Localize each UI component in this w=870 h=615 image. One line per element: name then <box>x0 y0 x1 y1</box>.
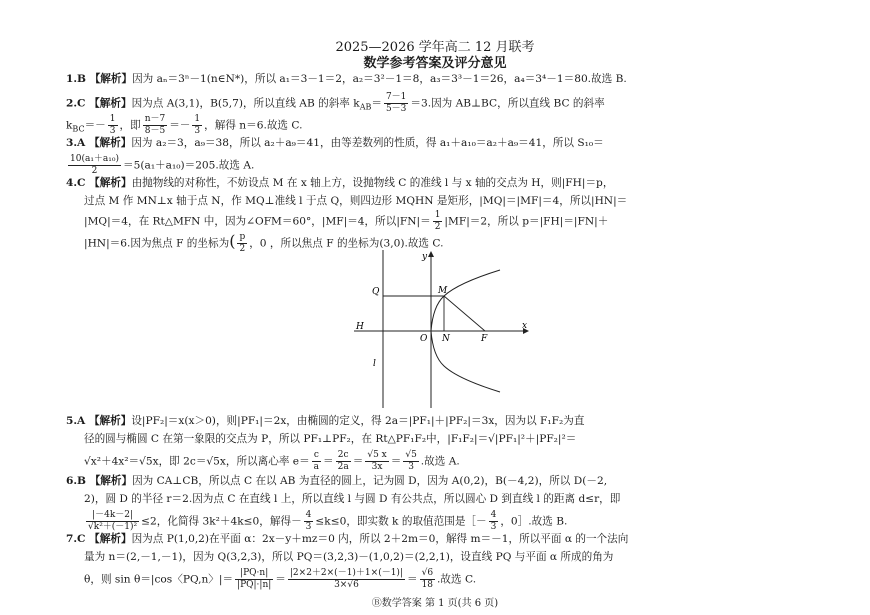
q4-text4a: |HN|＝6.因为焦点 F 的坐标为 <box>84 237 230 250</box>
page-footer: Ⓑ数学答案 第 1 页(共 6 页) <box>371 598 499 609</box>
q2-frac1-den: 5－3 <box>385 104 407 114</box>
q5-frac3-num: √5 x <box>367 450 387 460</box>
q2-frac4 <box>192 114 202 137</box>
q2-text-f: ，解得 n＝6.故选 C. <box>204 119 303 132</box>
q2-frac2 <box>108 114 118 137</box>
q4-frac2-num: p <box>239 232 246 242</box>
q7-frac2 <box>288 568 405 591</box>
q7-frac3-num: √6 <box>421 568 434 578</box>
q3-line1 <box>66 136 604 150</box>
q3-frac-num: 10(a₁＋a₁₀) <box>70 154 120 164</box>
q7-frac3-den: 18 <box>421 580 434 590</box>
q2-text-ji: ，即 <box>119 119 141 132</box>
label-y: y <box>422 252 428 262</box>
q7-eq1: ＝ <box>275 573 286 586</box>
q5-eq3: ＝ <box>390 455 402 468</box>
label-o: O <box>420 334 428 344</box>
q3-line2 <box>66 154 254 177</box>
q2-frac3-num: n－7 <box>144 114 166 124</box>
q6-frac3 <box>489 510 499 533</box>
q7-eq2: ＝ <box>406 573 418 586</box>
q2-text-a: 因为点 A(3,1)，B(5,7)，所以直线 AB 的斜率 k <box>131 97 360 110</box>
label-n: N <box>442 334 450 344</box>
q5-eq1: ＝ <box>323 455 334 468</box>
q5-text2: 径的圆与椭圆 C 在第一象限的交点为 P，所以 PF₁⊥PF₂，在 Rt△PF₁F₂中，|F₁F₂|＝√|PF₁|²＋|PF₂|²＝ <box>84 433 577 445</box>
q5-line3 <box>84 450 460 473</box>
q5-eq2: ＝ <box>352 455 364 468</box>
q2-frac1-num: 7－1 <box>385 92 407 102</box>
q7-frac1-num: |PQ·n| <box>235 568 273 580</box>
q7-head: 7.C 【解析】 <box>66 533 132 545</box>
q1-text: 因为 aₙ＝3ⁿ－1(n∈N*)，所以 a₁＝3－1＝2，a₂＝3²－1＝8，a₃＝3³－1＝26，a₄＝3⁴－1＝80.故选 B. <box>132 73 627 85</box>
q1-head: 1.B 【解析】 <box>66 73 133 85</box>
q4-text3b: |MF|＝2，所以 p＝|FH|＝|FN|＋ <box>444 215 609 228</box>
q5-frac4 <box>403 450 418 473</box>
q6-text1: 因为 CA⊥CB，所以点 C 在以 AB 为直径的圆上，记为圆 D，因为 A(0,2)，B(－4,2)，所以 D(－2, <box>132 475 608 487</box>
q4-line3 <box>84 210 608 233</box>
q5-head: 5.A 【解析】 <box>66 415 132 427</box>
q2-line1 <box>66 92 605 115</box>
q7-frac2-num: |2×2＋2×(－1)＋1×(－1)| <box>289 568 403 578</box>
q4-frac1-den: 2 <box>434 222 441 232</box>
q3-frac <box>68 154 121 177</box>
q2-frac2-num: 1 <box>109 114 116 124</box>
q7-frac1 <box>235 568 273 591</box>
label-f: F <box>481 334 488 344</box>
q7-frac3 <box>420 568 435 591</box>
q7-frac1-den: |PQ|·|n| <box>237 580 272 590</box>
q2-line2 <box>66 114 302 137</box>
page-title: 2025—2026 学年高二 12 月联考 <box>335 40 535 55</box>
segment-mf <box>444 296 485 331</box>
q5-frac4-num: √5 <box>405 450 417 460</box>
q2-eq2: ＝－ <box>84 119 106 132</box>
label-m: M <box>438 286 448 296</box>
q6-frac1-num: |－4k－2| <box>86 510 139 522</box>
q5-frac3 <box>365 450 388 473</box>
q3-text1: 因为 a₂＝3，a₉＝38，所以 a₂＋a₉＝41，由等差数列的性质，得 a₁＋a₁₀＝a₂＋a₉＝41，所以 S₁₀＝ <box>131 137 604 149</box>
q5-frac2-num: 2c <box>336 450 351 462</box>
q2-frac3 <box>143 114 168 137</box>
q7-frac2-den: 3×√6 <box>334 580 359 590</box>
q6-frac3-den: 3 <box>490 522 497 532</box>
q5-text1: 设|PF₂|＝x(x＞0)，则|PF₁|＝2x，由椭圆的定义，得 2a＝|PF₁|＋|PF₂|＝3x，因为以 F₁F₂为直 <box>131 415 585 427</box>
q6-frac1 <box>86 510 139 533</box>
q6-line1 <box>66 474 607 488</box>
q6-frac2-den: 3 <box>305 522 312 532</box>
q4-frac2 <box>237 232 247 255</box>
q4-lparen: ( <box>229 231 236 251</box>
page-subtitle: 数学参考答案及评分意见 <box>363 56 507 71</box>
q5-frac4-den: 3 <box>408 462 414 472</box>
q2-frac3-den: 8－5 <box>144 126 166 136</box>
q1-line1 <box>66 72 627 86</box>
q7-line3 <box>84 568 476 591</box>
q4-line2 <box>84 194 627 208</box>
label-x: x <box>522 321 528 331</box>
q6-text3c: ，0］.故选 B. <box>500 515 568 528</box>
q2-frac2-den: 3 <box>109 126 116 136</box>
q6-text2: 2)，圆 D 的半径 r＝2.因为点 C 在直线 l 上，所以直线 l 与圆 D 有公共点，所以圆心 D 到直线 l 的距离 d≤r，即 <box>84 493 621 505</box>
q6-frac3-num: 4 <box>490 510 497 520</box>
q3-text2: ＝5(a₁＋a₁₀)＝205.故选 A. <box>123 159 255 172</box>
q2-k: k <box>66 119 73 132</box>
q5-frac2 <box>336 450 351 473</box>
q4-text4b: ，0 ，所以焦点 F 的坐标为(3,0).故选 C. <box>249 237 444 250</box>
q5-line2 <box>84 432 576 446</box>
q4-frac1 <box>433 210 443 233</box>
q6-frac2-num: 4 <box>305 510 312 520</box>
q7-text1: 因为点 P(1,0,2)在平面 α：2x－y＋mz＝0 内，所以 2＋2m＝0，解得 m＝－1，所以平面 α 的一个法向 <box>131 533 629 545</box>
q4-text2: 过点 M 作 MN⊥x 轴于点 N，作 MQ⊥准线 l 于点 Q，则四边形 MQHN 是矩形，|MQ|＝|MF|＝4，所以|HN|＝ <box>84 195 628 207</box>
q6-text3a: ≤2，化简得 3k²＋4k≤0，解得－ <box>141 515 302 528</box>
q7-text2: 量为 n＝(2,－1,－1)，因为 Q(3,2,3)，所以 PQ＝(3,2,3)－(1,0,2)＝(2,2,1)，设直线 PQ 与平面 α 所成的角为 <box>84 551 614 563</box>
q5-frac3-den: 3x <box>371 462 383 472</box>
q6-line2 <box>84 492 620 506</box>
q4-head: 4.C 【解析】 <box>66 177 132 189</box>
q3-frac-den: 2 <box>91 166 98 176</box>
q7-line2 <box>84 550 613 564</box>
q5-frac2-den: 2a <box>337 462 349 472</box>
parabola-figure <box>340 248 540 410</box>
q6-frac2 <box>304 510 314 533</box>
q7-text3d: .故选 C. <box>437 573 477 586</box>
q2-frac4-den: 3 <box>194 126 201 136</box>
q4-frac1-num: 1 <box>434 210 441 220</box>
q4-text3a: |MQ|＝4，在 Rt△MFN 中，因为∠OFM＝60°，|MF|＝4，所以|FN|＝ <box>84 215 431 228</box>
q2-sub-ab: AB <box>359 102 372 112</box>
q6-line3 <box>84 510 567 533</box>
q4-line1 <box>66 176 613 190</box>
q2-eq3: ＝－ <box>169 119 191 132</box>
q5-frac1 <box>312 450 321 473</box>
q6-head: 6.B 【解析】 <box>66 475 133 487</box>
q5-text3e: .故选 A. <box>420 455 460 468</box>
q5-line1 <box>66 414 584 428</box>
q6-text3b: ≤k≤0，即实数 k 的取值范围是［－ <box>315 515 487 528</box>
q5-frac1-den: a <box>313 462 320 472</box>
q4-text1: 由抛物线的对称性，不妨设点 M 在 x 轴上方，设抛物线 C 的准线 l 与 x 轴的交点为 H，则|FH|＝p， <box>131 177 614 189</box>
q4-frac2-den: 2 <box>239 244 246 254</box>
label-l: l <box>373 359 376 369</box>
label-q: Q <box>372 287 380 297</box>
label-h: H <box>356 322 364 332</box>
q7-text3a: θ，则 sin θ＝|cos〈PQ,n〉|＝ <box>84 573 234 586</box>
q7-line1 <box>66 532 628 546</box>
q2-eq: ＝ <box>371 97 382 110</box>
q2-frac1 <box>384 92 408 115</box>
q2-text-d: ＝3.因为 AB⊥BC，所以直线 BC 的斜率 <box>410 97 605 110</box>
q2-head: 2.C 【解析】 <box>66 97 132 110</box>
q6-frac1-den: √k²＋(－1)² <box>88 522 138 532</box>
q5-frac1-num: c <box>312 450 321 462</box>
q2-sub-bc: BC <box>72 124 85 134</box>
q5-text3a: √x²＋4x²＝√5x，即 2c＝√5x，所以离心率 e＝ <box>84 455 310 468</box>
q3-head: 3.A 【解析】 <box>66 137 132 149</box>
q2-frac4-num: 1 <box>194 114 201 124</box>
